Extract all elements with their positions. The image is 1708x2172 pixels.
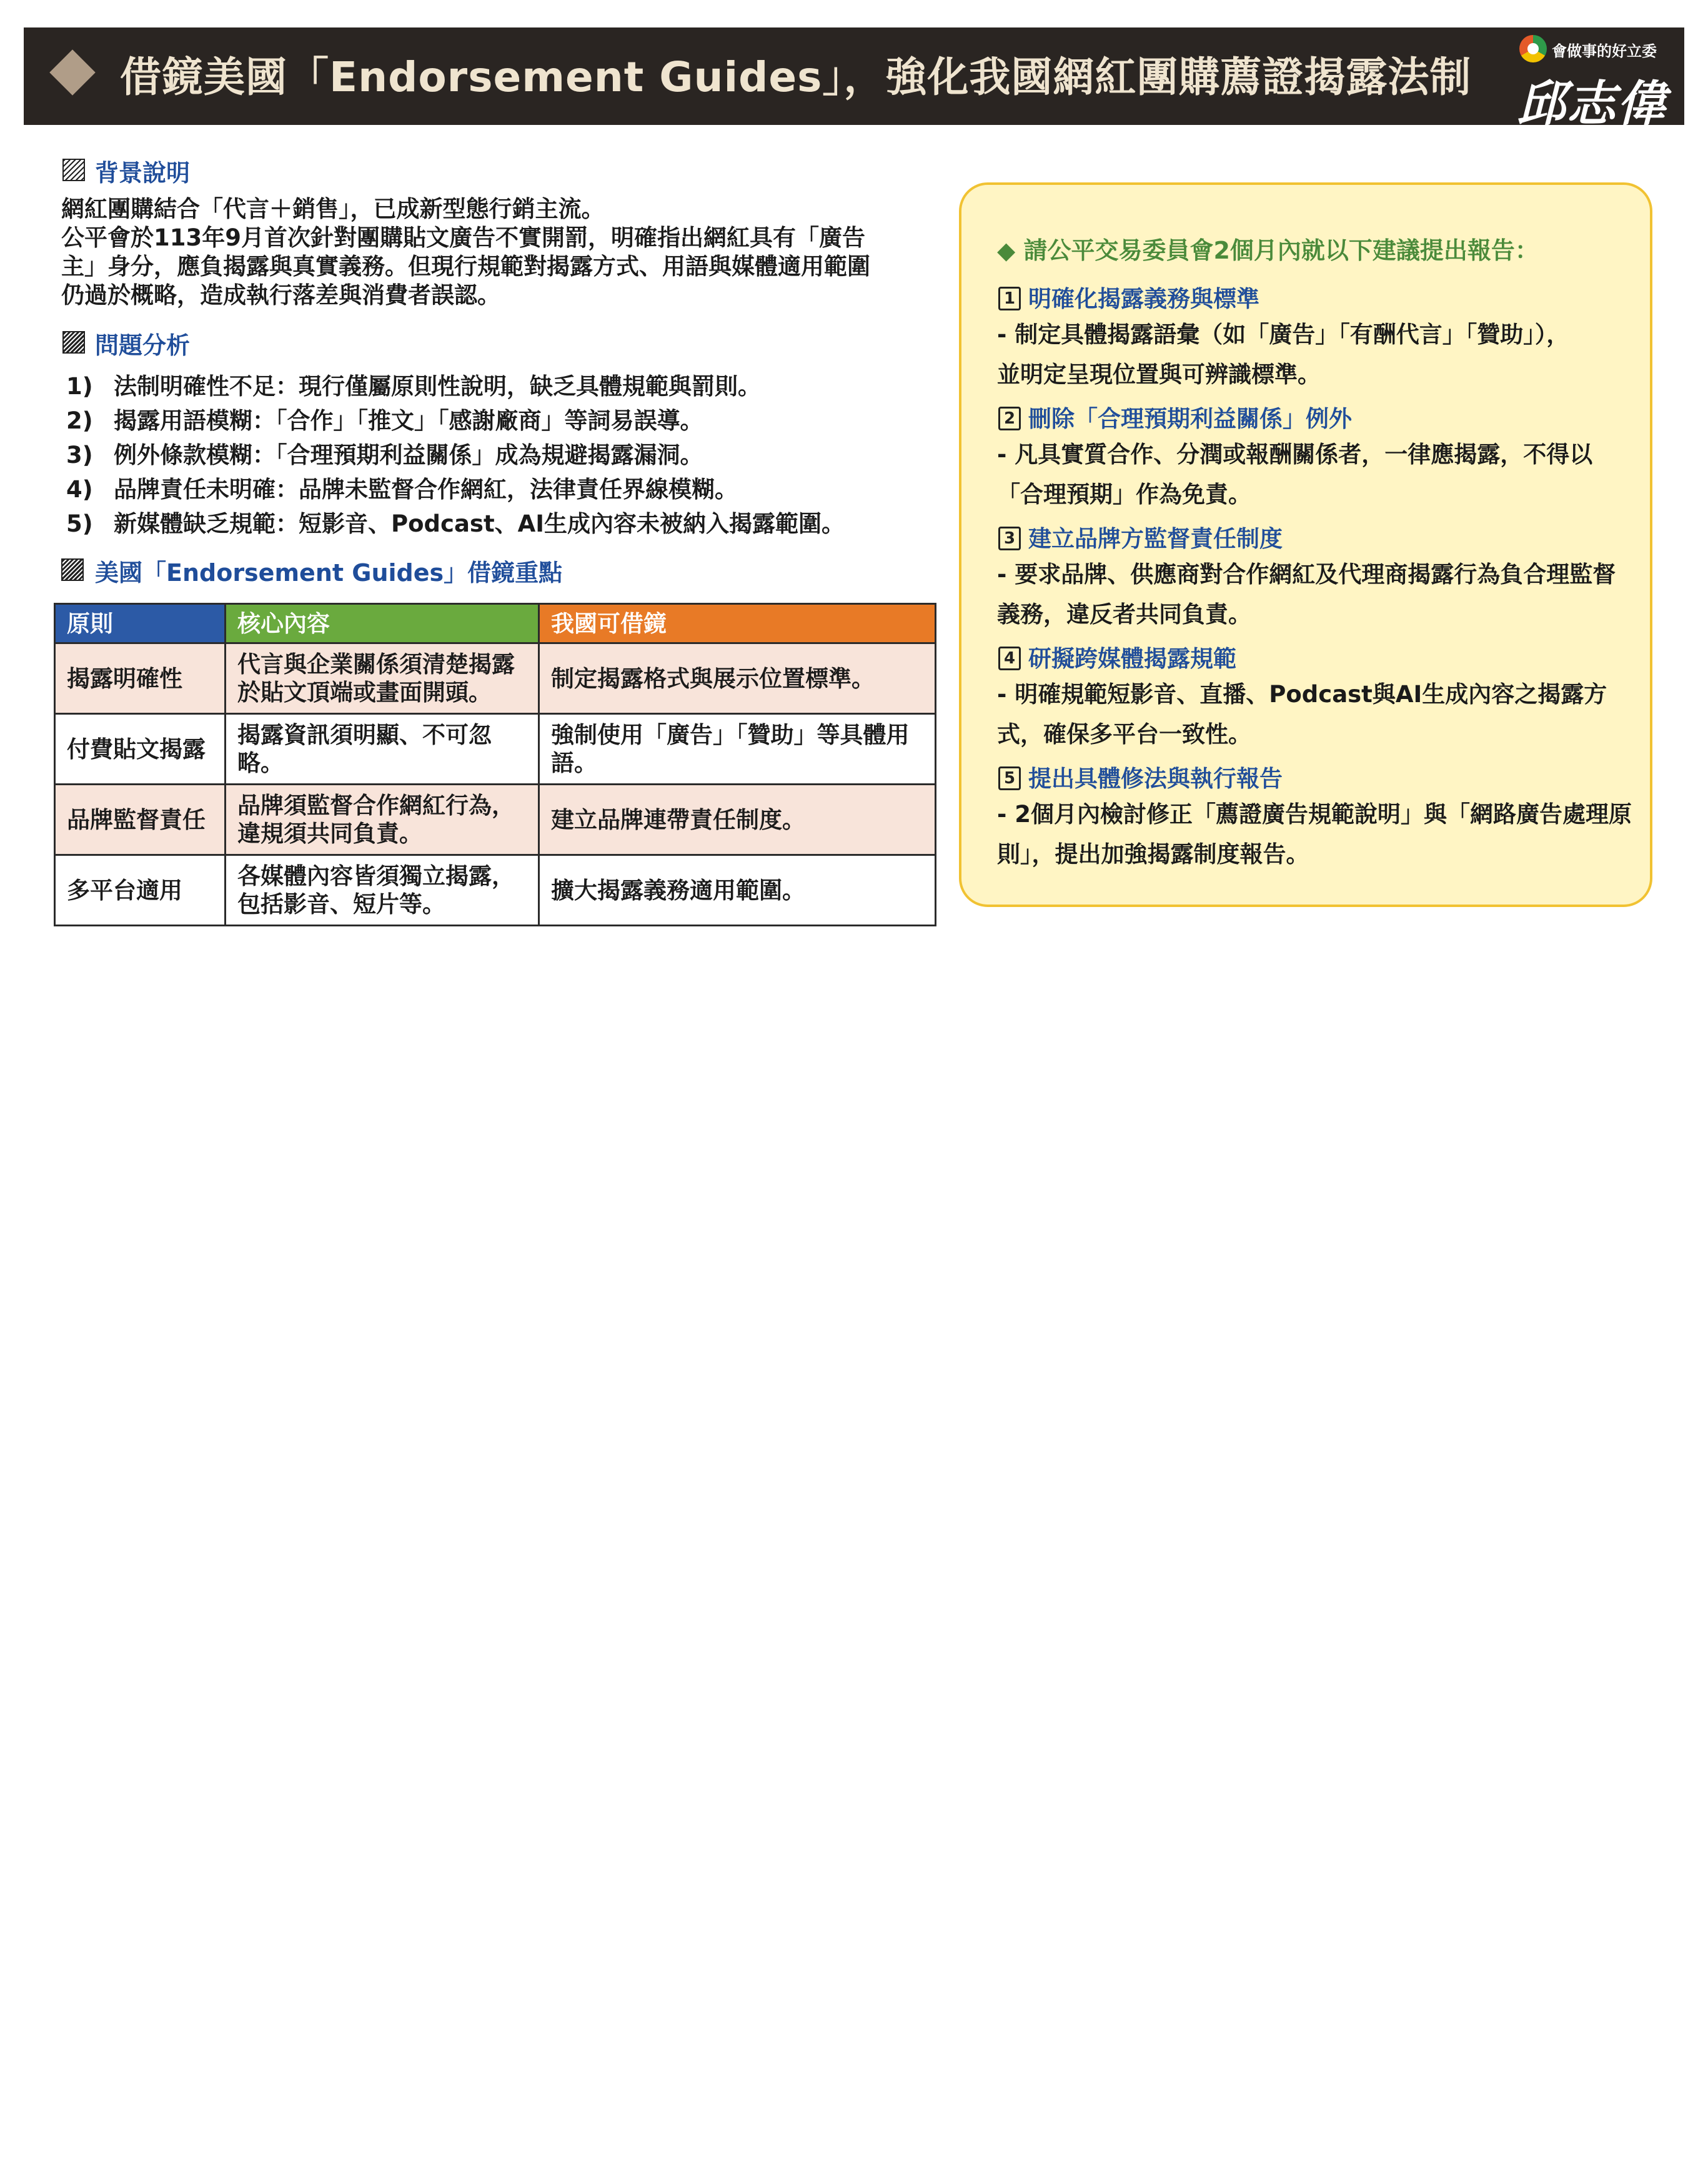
cell-principle: 多平台適用 (55, 855, 226, 926)
problem-item (66, 475, 738, 504)
problem-text: 揭露用語模糊：「合作」「推文」「感謝廠商」等詞易誤導。 (114, 407, 703, 434)
cell-principle: 揭露明確性 (55, 643, 226, 714)
problem-text: 新媒體缺乏規範：短影音、Podcast、AI生成內容未被納入揭露範圍。 (114, 510, 845, 537)
number-box-icon: 1 (998, 287, 1021, 310)
logo-signature: 邱志偉 (1517, 76, 1667, 132)
background-line: 網紅團購結合「代言＋銷售」，已成新型態行銷主流。 (61, 196, 605, 222)
recommendation-title-text: 刪除「合理預期利益關係」例外 (1028, 405, 1352, 432)
problem-text: 法制明確性不足：現行僅屬原則性說明，缺乏具體規範與罰則。 (114, 373, 761, 400)
recommendation-title (998, 640, 1236, 673)
background-line: 仍過於概略，造成執行落差與消費者誤認。 (61, 282, 500, 309)
page-title: 借鏡美國「Endorsement Guides」，強化我國網紅團購薦證揭露法制 (120, 53, 1472, 101)
recommendation-desc: - 要求品牌、供應商對合作網紅及代理商揭露行為負合理監督 (997, 561, 1616, 588)
hatched-square-icon (61, 558, 84, 581)
cell-principle: 付費貼文揭露 (55, 714, 226, 785)
cell-lesson: 制定揭露格式與展示位置標準。 (539, 643, 936, 714)
hatched-square-icon (62, 159, 85, 181)
background-heading: 背景說明 (95, 159, 191, 187)
problem-item (66, 441, 703, 470)
number-box-icon: 5 (998, 766, 1021, 790)
table-row (55, 643, 936, 714)
recommendation-title (998, 520, 1283, 553)
recommendation-title-text: 建立品牌方監督責任制度 (1028, 525, 1283, 552)
cell-content: 品牌須監督合作網紅行為，違規須共同負責。 (226, 785, 539, 855)
column-header-principle: 原則 (55, 604, 226, 643)
column-header-lesson: 我國可借鏡 (539, 604, 936, 643)
recommendations-heading: ◆ 請公平交易委員會2個月內就以下建議提出報告： (997, 237, 1539, 264)
recommendation-desc: 義務，違反者共同負責。 (997, 601, 1251, 628)
cell-lesson: 強制使用「廣告」「贊助」等具體用語。 (539, 714, 936, 785)
recommendation-title-text: 明確化揭露義務與標準 (1028, 285, 1259, 312)
recommendation-desc: 式，確保多平台一致性。 (997, 721, 1251, 748)
table-row (55, 714, 936, 785)
problem-text: 品牌責任未明確：品牌未監督合作網紅，法律責任界線模糊。 (114, 476, 738, 503)
guides-heading: 美國「Endorsement Guides」借鏡重點 (95, 559, 563, 587)
problem-text: 例外條款模糊：「合理預期利益關係」成為規避揭露漏洞。 (114, 442, 703, 469)
recommendation-desc: - 明確規範短影音、直播、Podcast與AI生成內容之揭露方 (997, 681, 1607, 708)
recommendation-desc: 則」，提出加強揭露制度報告。 (997, 841, 1309, 868)
cell-content: 揭露資訊須明顯、不可忽略。 (226, 714, 539, 785)
problem-number: 2) (66, 407, 93, 434)
problems-heading: 問題分析 (95, 332, 191, 359)
recommendation-desc: - 2個月內檢討修正「薦證廣告規範說明」與「網路廣告處理原 (997, 801, 1632, 828)
recommendation-desc: - 制定具體揭露語彙（如「廣告」「有酬代言」「贊助」）， (997, 321, 1570, 348)
problem-number: 5) (66, 510, 93, 537)
recommendation-desc: 「合理預期」作為免責。 (997, 481, 1251, 508)
problem-number: 1) (66, 373, 93, 400)
recommendation-title-text: 提出具體修法與執行報告 (1028, 765, 1283, 792)
problem-item (66, 372, 761, 401)
cell-lesson: 建立品牌連帶責任制度。 (539, 785, 936, 855)
cell-content: 代言與企業關係須清楚揭露於貼文頂端或畫面開頭。 (226, 643, 539, 714)
table-row (55, 855, 936, 926)
number-box-icon: 4 (998, 647, 1021, 670)
hatched-square-icon (62, 331, 85, 354)
background-line: 主」身分，應負揭露與真實義務。但現行規範對揭露方式、用語與媒體適用範圍 (61, 253, 870, 280)
logo-slogan: 會做事的好立委 (1552, 42, 1657, 60)
background-line: 公平會於113年9月首次針對團購貼文廣告不實開罰，明確指出網紅具有「廣告 (61, 224, 865, 251)
recommendation-desc: 並明定呈現位置與可辨識標準。 (997, 361, 1321, 388)
recommendation-title (998, 760, 1283, 793)
cell-lesson: 擴大揭露義務適用範圍。 (539, 855, 936, 926)
legislator-logo (1512, 32, 1668, 132)
recommendation-title (998, 280, 1259, 314)
recommendation-title (998, 400, 1352, 434)
guides-table (54, 603, 936, 926)
problem-number: 3) (66, 442, 93, 469)
column-header-content: 核心內容 (226, 604, 539, 643)
problem-item (66, 510, 845, 538)
problem-item (66, 407, 703, 435)
party-logo-icon (1519, 35, 1547, 62)
cell-content: 各媒體內容皆須獨立揭露，包括影音、短片等。 (226, 855, 539, 926)
recommendation-title-text: 研擬跨媒體揭露規範 (1028, 645, 1236, 672)
cell-principle: 品牌監督責任 (55, 785, 226, 855)
recommendation-desc: - 凡具實質合作、分潤或報酬關係者，一律應揭露，不得以 (997, 441, 1593, 468)
problem-number: 4) (66, 476, 93, 503)
number-box-icon: 3 (998, 527, 1021, 550)
table-header-row (55, 604, 936, 643)
table-row (55, 785, 936, 855)
number-box-icon: 2 (998, 407, 1021, 430)
